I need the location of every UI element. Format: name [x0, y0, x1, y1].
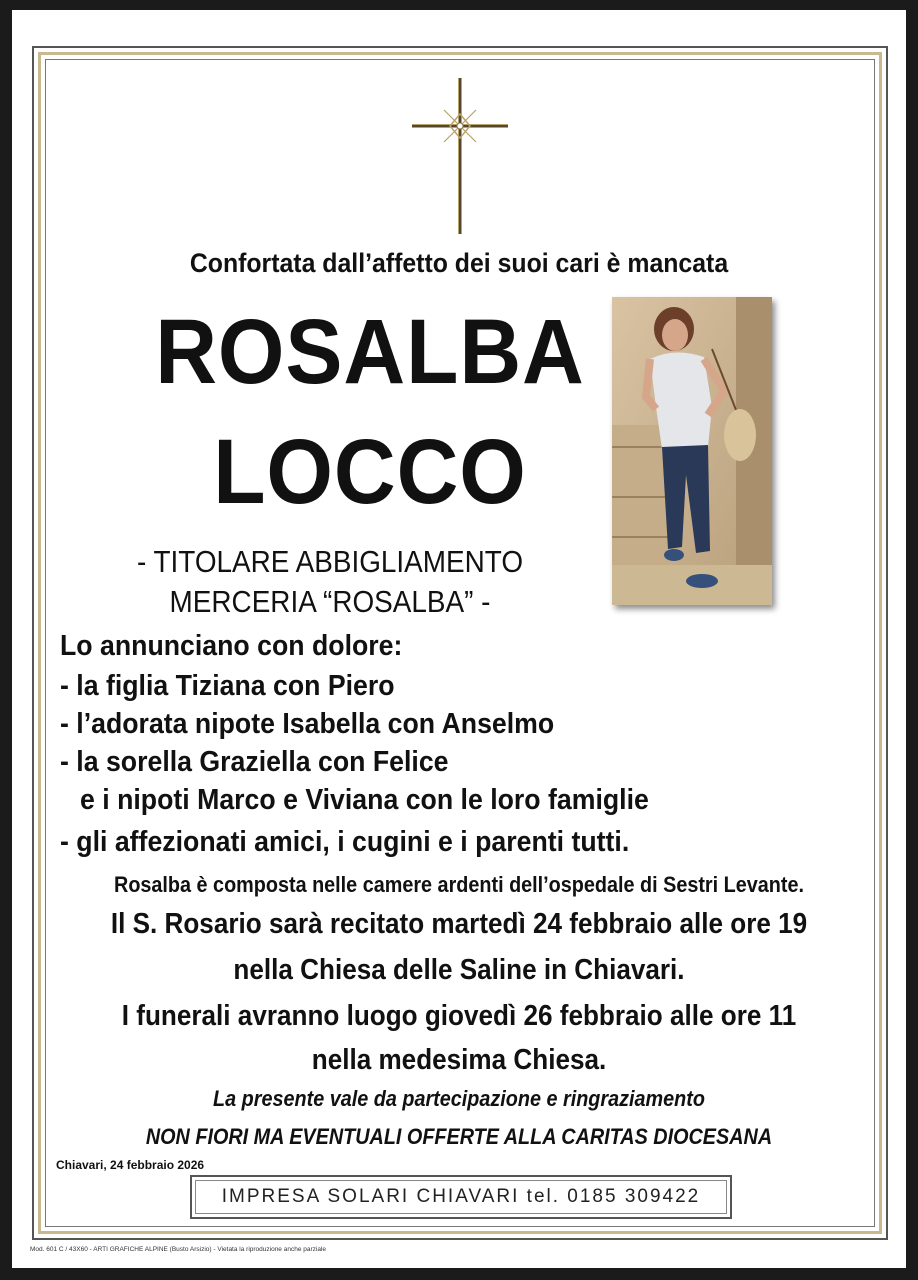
mourner-line: - la sorella Graziella con Felice	[60, 746, 449, 778]
rosary-line-2: nella Chiesa delle Saline in Chiavari.	[233, 954, 685, 986]
announce-title: Lo annunciano con dolore:	[60, 630, 403, 662]
last-name: LOCCO	[213, 421, 527, 523]
role-line-1: - TITOLARE ABBIGLIAMENTO	[136, 544, 524, 579]
funeral-home-label: IMPRESA SOLARI CHIAVARI tel. 0185 309422	[195, 1180, 727, 1214]
participation-text: La presente vale da partecipazione e ringraziamento	[213, 1086, 705, 1111]
portrait-photo	[612, 297, 772, 605]
first-name: ROSALBA	[155, 301, 585, 403]
chapel-text: Rosalba è composta nelle camere ardenti dell’ospedale di Sestri Levante.	[114, 872, 804, 897]
funeral-home-box	[190, 1175, 732, 1219]
rosary-line-1: Il S. Rosario sarà recitato martedì 24 febbraio alle ore 19	[110, 908, 808, 940]
mourner-line: - l’adorata nipote Isabella con Anselmo	[60, 708, 555, 740]
print-footer: Mod. 601 C / 43X60 - ARTI GRAFICHE ALPINE (Busto Arsizio) - Vietata la riproduzione anche parziale	[30, 1246, 327, 1253]
place-date: Chiavari, 24 febbraio 2026	[56, 1158, 205, 1172]
funeral-line-2: nella medesima Chiesa.	[311, 1044, 607, 1076]
cross-icon	[408, 76, 512, 236]
funeral-line-1: I funerali avranno luogo giovedì 26 febbraio alle ore 11	[121, 1000, 797, 1032]
mourner-line: - gli affezionati amici, i cugini e i parenti tutti.	[60, 826, 630, 858]
mourner-line: - la figlia Tiziana con Piero	[60, 670, 395, 702]
intro-text: Confortata dall’affetto dei suoi cari è mancata	[189, 248, 729, 278]
no-flowers-text: NON FIORI MA EVENTUALI OFFERTE ALLA CARITAS DIOCESANA	[145, 1124, 773, 1149]
mourner-line: e i nipoti Marco e Viviana con le loro famiglie	[80, 784, 649, 816]
role-line-2: MERCERIA “ROSALBA” -	[169, 584, 491, 619]
